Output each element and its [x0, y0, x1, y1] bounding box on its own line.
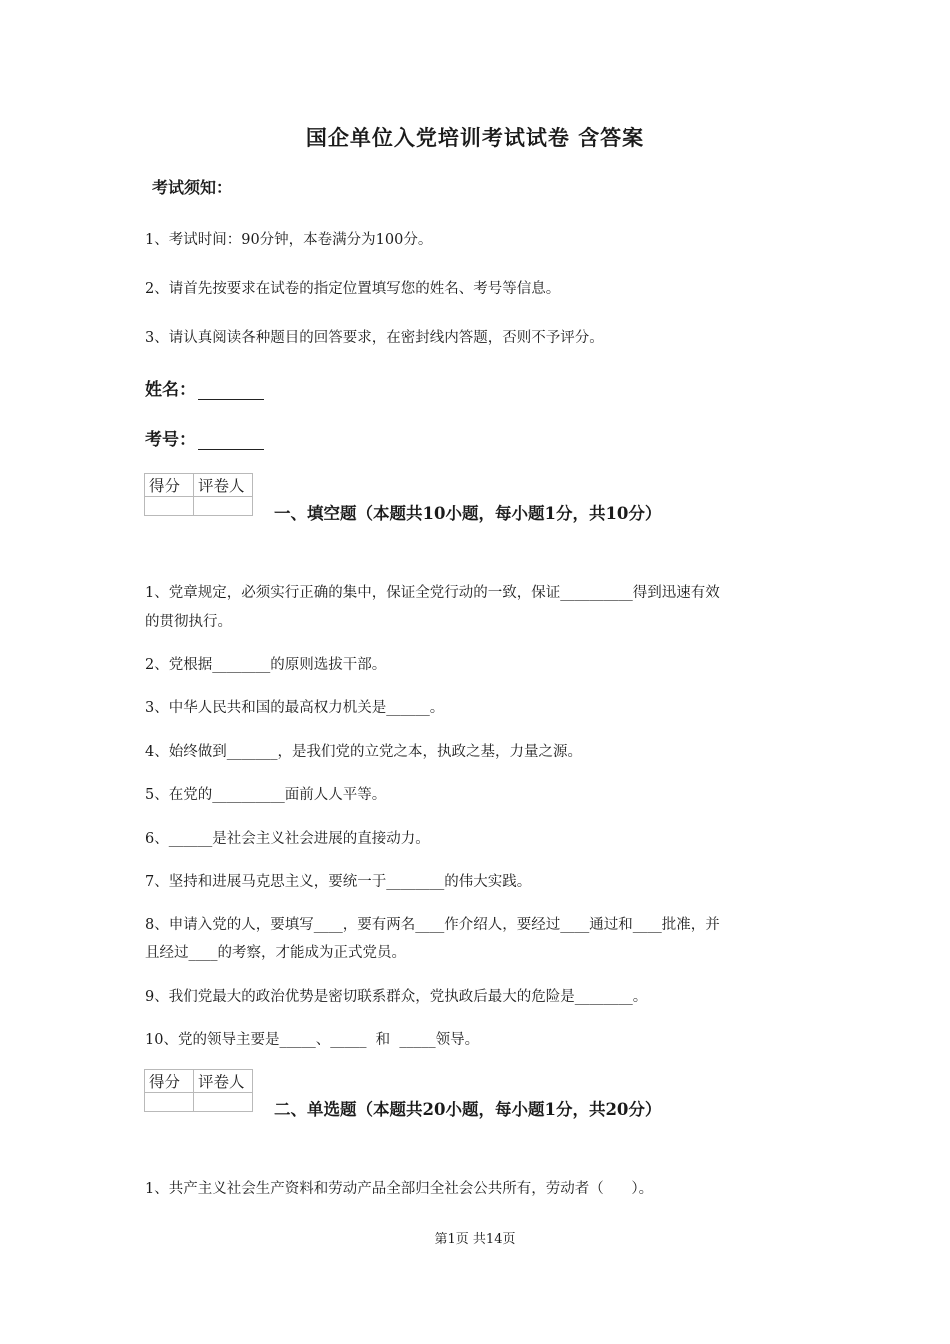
- section-title: 一、填空题（本题共10小题，每小题1分，共10分）: [274, 504, 662, 523]
- grader-cell: [194, 1093, 253, 1112]
- section-title: 二、单选题（本题共20小题，每小题1分，共20分）: [274, 1100, 662, 1119]
- score-table: [144, 473, 253, 516]
- question: 1、党章规定，必须实行正确的集中，保证全党行动的一致，保证__________得到迅速有效: [145, 585, 720, 601]
- question: 1、共产主义社会生产资料和劳动产品全部归全社会公共所有，劳动者（ ）。: [145, 1181, 654, 1197]
- grader-header: 评卷人: [194, 1070, 253, 1093]
- question: 3、中华人民共和国的最高权力机关是______。: [145, 700, 445, 716]
- exam-id-label: 考号：: [145, 430, 196, 450]
- notice-item: 3、请认真阅读各种题目的回答要求，在密封线内答题，否则不予评分。: [145, 330, 604, 346]
- name-label: 姓名：: [145, 380, 196, 400]
- score-cell: [145, 1093, 194, 1112]
- question: 7、坚持和进展马克思主义，要统一于________的伟大实践。: [145, 874, 532, 890]
- grader-cell: [194, 497, 253, 516]
- question: 2、党根据________的原则选拔干部。: [145, 657, 387, 673]
- notice-item: 2、请首先按要求在试卷的指定位置填写您的姓名、考号等信息。: [145, 281, 561, 297]
- score-cell: [145, 497, 194, 516]
- score-header: 得分: [145, 1070, 194, 1093]
- question: 6、______是社会主义社会进展的直接动力。: [145, 831, 430, 847]
- question: 9、我们党最大的政治优势是密切联系群众，党执政后最大的危险是________。: [145, 989, 648, 1005]
- notice-item: 1、考试时间：90分钟，本卷满分为100分。: [145, 232, 433, 248]
- question-continuation: 的贯彻执行。: [145, 614, 232, 630]
- page-footer: 第1页 共14页: [434, 1232, 516, 1247]
- exam-id-field: [145, 425, 264, 450]
- page-title: 国企单位入党培训考试试卷 含答案: [305, 125, 645, 150]
- notice-heading: 考试须知：: [152, 178, 233, 197]
- score-header: 得分: [145, 474, 194, 497]
- score-table: [144, 1069, 253, 1112]
- question: 4、始终做到_______，是我们党的立党之本，执政之基，力量之源。: [145, 744, 582, 760]
- exam-id-blank[interactable]: [198, 433, 264, 450]
- grader-header: 评卷人: [194, 474, 253, 497]
- question: 8、申请入党的人，要填写____，要有两名____作介绍人，要经过____通过和____批准，并: [145, 917, 720, 933]
- question-continuation: 且经过____的考察，才能成为正式党员。: [145, 945, 406, 961]
- name-field: [145, 375, 264, 400]
- question: 10、党的领导主要是_____、_____ 和 _____领导。: [145, 1032, 480, 1048]
- question: 5、在党的__________面前人人平等。: [145, 787, 387, 803]
- name-blank[interactable]: [198, 383, 264, 400]
